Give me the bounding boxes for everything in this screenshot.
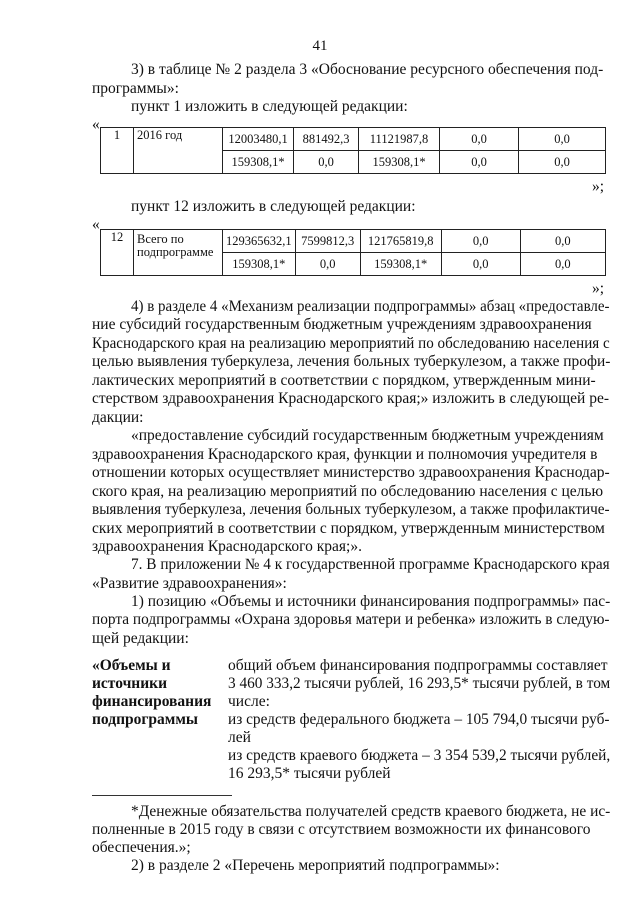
cell: 7599812,3 — [295, 230, 360, 253]
open-quote-2: « — [92, 216, 100, 233]
row-label-line: подпрограмме — [137, 245, 214, 259]
close-quote-1: »; — [592, 178, 605, 195]
item3-line1: 3) в таблице № 2 раздела 3 «Обоснование ресурсного обеспечения под- — [131, 61, 604, 78]
quote-line: ских мероприятий в соответствии с порядком, утвержденным министерством — [92, 520, 605, 537]
table-punkt1 — [100, 127, 606, 174]
cell: 159308,1* — [359, 151, 440, 174]
item4-line: 4) в разделе 4 «Механизм реализации подпрограммы» абзац «предоставле- — [131, 298, 610, 315]
row-label-line: Всего по — [137, 232, 184, 246]
item4-line: лактических мероприятий в соответствии с порядком, утвержденным мини- — [92, 372, 596, 389]
row-label: 2016 год — [134, 128, 223, 174]
cell: 0,0 — [520, 253, 605, 276]
sub1-line: 1) позицию «Объемы и источники финансирования подпрограммы» пас- — [131, 593, 611, 610]
cell: 0,0 — [520, 230, 605, 253]
item4-line: дакции: — [92, 409, 144, 426]
passport-value: общий объем финансирования подпрограммы составляет — [228, 657, 608, 674]
table-row — [101, 128, 606, 151]
cell: 0,0 — [295, 253, 360, 276]
cell: 0,0 — [440, 151, 519, 174]
table-row — [101, 230, 606, 253]
item4-line: ние субсидий государственным бюджетным учреждениям здравоохранения — [92, 316, 592, 333]
cell: 881492,3 — [294, 128, 359, 151]
footnote-line: полненные в 2015 году в связи с отсутствием возможности их финансового — [92, 821, 591, 838]
quote-line: отношении которых осуществляет министерство здравоохранения Краснодар- — [92, 464, 610, 481]
passport-value: лей — [228, 729, 251, 746]
sub1-line: порта подпрограммы «Охрана здоровья матери и ребенка» изложить в следую- — [92, 611, 610, 628]
item4-line: стерством здравоохранения Краснодарского края;» изложить в следующей ре- — [92, 390, 609, 407]
cell: 0,0 — [441, 253, 520, 276]
table-punkt12 — [100, 229, 606, 276]
cell: 0,0 — [440, 128, 519, 151]
close-quote-2: »; — [592, 280, 605, 297]
open-quote-1: « — [92, 116, 100, 133]
quote-line: «предоставление субсидий государственным бюджетным учреждениям — [131, 427, 604, 444]
footnote-line: *Денежные обязательства получателей средств краевого бюджета, не ис- — [131, 803, 611, 820]
passport-value: 3 460 333,2 тысячи рублей, 16 293,5* тысячи рублей, в том — [228, 675, 611, 692]
cell: 0,0 — [294, 151, 359, 174]
item4-line: целью выявления туберкулеза, лечения больных туберкулезом, а также профи- — [92, 353, 611, 370]
cell: 129365632,1 — [223, 230, 296, 253]
quote-line: выявления туберкулеза, лечения больных туберкулезом, а также профилактиче- — [92, 501, 610, 518]
quote-line: ского края, на реализацию мероприятий по обследованию населения с целью — [92, 483, 604, 500]
item4-line: Краснодарского края на реализацию мероприятий по обследованию населения с — [92, 335, 610, 352]
cell: 0,0 — [519, 151, 606, 174]
footnote-separator — [92, 795, 232, 796]
passport-label: источники — [92, 675, 168, 692]
cell: 0,0 — [519, 128, 606, 151]
passport-label: «Объемы и — [92, 657, 171, 674]
row-number: 1 — [101, 128, 134, 174]
passport-value: из средств федерального бюджета – 105 794,0 тысячи руб- — [228, 711, 610, 728]
cell: 159308,1* — [360, 253, 441, 276]
page-number: 41 — [312, 38, 328, 54]
row-number: 12 — [101, 230, 134, 276]
item7-line: 7. В приложении № 4 к государственной программе Краснодарского края — [131, 556, 610, 573]
item7-line: «Развитие здравоохранения»: — [92, 575, 287, 592]
sub1-line: щей редакции: — [92, 630, 189, 647]
passport-value: из средств краевого бюджета – 3 354 539,2 тысячи рублей, — [228, 747, 611, 764]
cell: 12003480,1 — [223, 128, 294, 151]
punkt12-intro: пункт 12 изложить в следующей редакции: — [131, 198, 416, 215]
row-label — [134, 230, 223, 276]
passport-label: финансирования — [92, 693, 212, 710]
passport-value: числе: — [228, 693, 270, 710]
quote-line: здравоохранения Краснодарского края, функции и полномочия учредителя в — [92, 446, 598, 463]
quote-line: здравоохранения Краснодарского края;». — [92, 538, 362, 555]
item2-line: 2) в разделе 2 «Перечень мероприятий подпрограммы»: — [131, 857, 500, 874]
cell: 159308,1* — [223, 151, 294, 174]
footnote-line: обеспечения.»; — [92, 839, 191, 856]
item3-line2: программы»: — [92, 80, 179, 97]
cell: 11121987,8 — [359, 128, 440, 151]
cell: 159308,1* — [223, 253, 296, 276]
cell: 0,0 — [441, 230, 520, 253]
passport-label: подпрограммы — [92, 711, 199, 728]
punkt1-intro: пункт 1 изложить в следующей редакции: — [131, 98, 408, 115]
passport-value: 16 293,5* тысячи рублей — [228, 765, 391, 782]
cell: 121765819,8 — [360, 230, 441, 253]
